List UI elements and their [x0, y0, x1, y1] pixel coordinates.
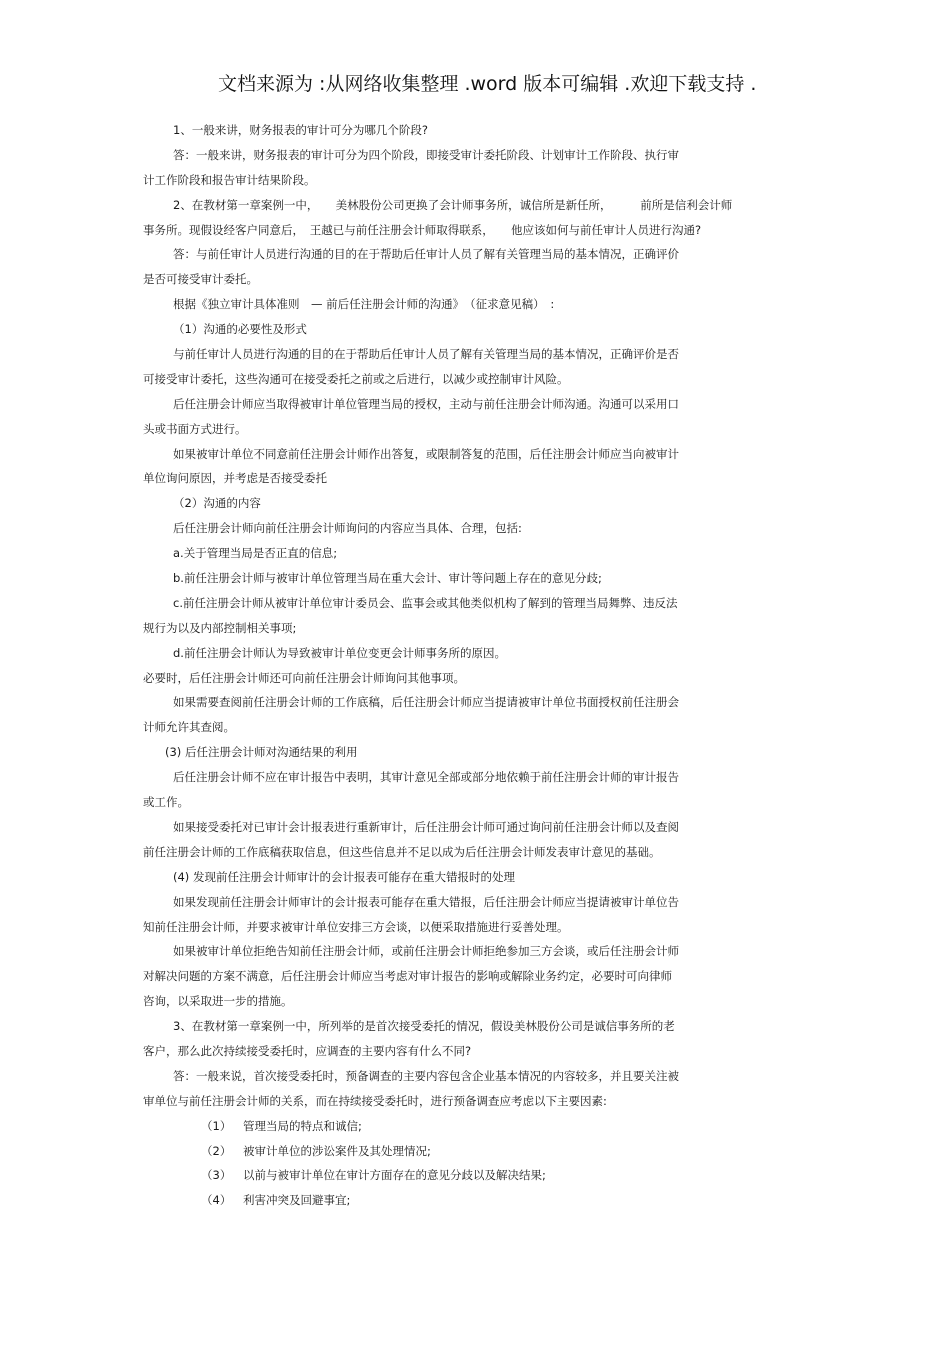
text-line: 客户，那么此次持续接受委托时，应调查的主要内容有什么不同? — [143, 1043, 472, 1058]
list-item — [143, 1188, 763, 1213]
text-line: b.前任注册会计师与被审计单位管理当局在重大会计、审计等问题上存在的意见分歧; — [173, 571, 602, 586]
list-item-text: 以前与被审计单位在审计方面存在的意见分歧以及解决结果; — [243, 1168, 546, 1183]
text-line: c.前任注册会计师从被审计单位审计委员会、监事会或其他类似机构了解到的管理当局舞弊、违反法 — [173, 595, 678, 610]
text-line: 计工作阶段和报告审计结果阶段。 — [143, 172, 316, 187]
text-line: 如果发现前任注册会计师审计的会计报表可能存在重大错报，后任注册会计师应当提请被审计单位告 — [173, 894, 679, 909]
text-line: （1）沟通的必要性及形式 — [173, 322, 307, 337]
text-line: 是否可接受审计委托。 — [143, 272, 258, 287]
text-line: 可接受审计委托，这些沟通可在接受委托之前或之后进行，以减少或控制审计风险。 — [143, 371, 569, 386]
text-line: 规行为以及内部控制相关事项; — [143, 620, 297, 635]
text-line: 答：与前任审计人员进行沟通的目的在于帮助后任审计人员了解有关管理当局的基本情况，正确评价 — [173, 247, 679, 262]
text-line: 如果需要查阅前任注册会计师的工作底稿，后任注册会计师应当提请被审计单位书面授权前任注册会 — [173, 695, 679, 710]
list-item-text: 利害冲突及回避事宜; — [243, 1193, 351, 1208]
text-line: （2）沟通的内容 — [173, 496, 261, 511]
text-line: 后任注册会计师应当取得被审计单位管理当局的授权，主动与前任注册会计师沟通。沟通可以采用口 — [173, 396, 679, 411]
list-item — [143, 1114, 763, 1139]
factor-list — [143, 1114, 763, 1214]
list-item-number: （1） — [201, 1118, 232, 1133]
text-line: 或工作。 — [143, 795, 189, 810]
text-line: 咨询，以采取进一步的措施。 — [143, 994, 293, 1009]
list-item — [143, 1139, 763, 1164]
text-line: 3、在教材第一章案例一中，所列举的是首次接受委托的情况，假设美林股份公司是诚信事务所的老 — [173, 1019, 675, 1034]
text-line: 头或书面方式进行。 — [143, 421, 247, 436]
list-item-text: 管理当局的特点和诚信; — [243, 1118, 362, 1133]
text-line: 根据《独立审计具体准则 — 前后任注册会计师的沟通》 （征求意见稿） : — [173, 297, 555, 312]
text-line: 如果被审计单位拒绝告知前任注册会计师，或前任注册会计师拒绝参加三方会谈，或后任注册会计师 — [173, 944, 679, 959]
list-item-number: （4） — [201, 1193, 232, 1208]
list-item-number: （2） — [201, 1143, 232, 1158]
list-item — [143, 1163, 763, 1188]
text-line: 如果被审计单位不同意前任注册会计师作出答复，或限制答复的范围，后任注册会计师应当向被审计 — [173, 446, 679, 461]
text-line: 后任注册会计师向前任注册会计师询问的内容应当具体、合理，包括: — [173, 521, 522, 536]
text-line: 计师允许其查阅。 — [143, 720, 235, 735]
text-line: 1、一般来讲，财务报表的审计可分为哪几个阶段? — [173, 123, 428, 137]
text-line: 必要时，后任注册会计师还可向前任注册会计师询问其他事项。 — [143, 670, 465, 685]
text-line: d.前任注册会计师认为导致被审计单位变更会计师事务所的原因。 — [173, 645, 506, 660]
list-item-number: （3） — [201, 1168, 232, 1183]
text-line: 审单位与前任注册会计师的关系，而在持续接受委托时，进行预备调查应考虑以下主要因素: — [143, 1093, 607, 1108]
text-line: 2、在教材第一章案例一中， 美林股份公司更换了会计师事务所，诚信所是新任所， 前所是信利会计师 — [173, 197, 733, 212]
list-item-text: 被审计单位的涉讼案件及其处理情况; — [243, 1143, 431, 1158]
text-line: a.关于管理当局是否正直的信息; — [173, 546, 338, 561]
text-line: (4) 发现前任注册会计师审计的会计报表可能存在重大错报时的处理 — [173, 869, 515, 884]
text-line: 答：一般来说，首次接受委托时，预备调查的主要内容包含企业基本情况的内容较多，并且要关注被 — [173, 1068, 679, 1083]
text-line: 事务所。现假设经客户同意后， 王越已与前任注册会计师取得联系， 他应该如何与前任审计人员进行沟通? — [143, 222, 702, 237]
text-line: 后任注册会计师不应在审计报告中表明，其审计意见全部或部分地依赖于前任注册会计师的审计报告 — [173, 770, 679, 785]
text-line: 如果接受委托对已审计会计报表进行重新审计，后任注册会计师可通过询问前任注册会计师以及查阅 — [173, 819, 679, 834]
paragraph-lines — [143, 118, 763, 1114]
text-line: 答：一般来讲，财务报表的审计可分为四个阶段，即接受审计委托阶段、计划审计工作阶段、执行审 — [173, 147, 679, 162]
text-line: 前任注册会计师的工作底稿获取信息，但这些信息并不足以成为后任注册会计师发表审计意见的基础。 — [143, 844, 661, 859]
page-header: 文档来源为 :从网络收集整理 .word 版本可编辑 .欢迎下载支持 . — [218, 73, 757, 95]
text-line: 知前任注册会计师，并要求被审计单位安排三方会谈，以便采取措施进行妥善处理。 — [143, 919, 569, 934]
text-line: (3) 后任注册会计师对沟通结果的利用 — [165, 745, 358, 760]
text-line: 对解决问题的方案不满意，后任注册会计师应当考虑对审计报告的影响或解除业务约定，必要时可向律师 — [143, 969, 672, 984]
text-line: 单位询问原因，并考虑是否接受委托 — [143, 471, 327, 486]
text-line: 与前任审计人员进行沟通的目的在于帮助后任审计人员了解有关管理当局的基本情况，正确评价是否 — [173, 347, 679, 362]
document-body — [143, 118, 763, 1213]
